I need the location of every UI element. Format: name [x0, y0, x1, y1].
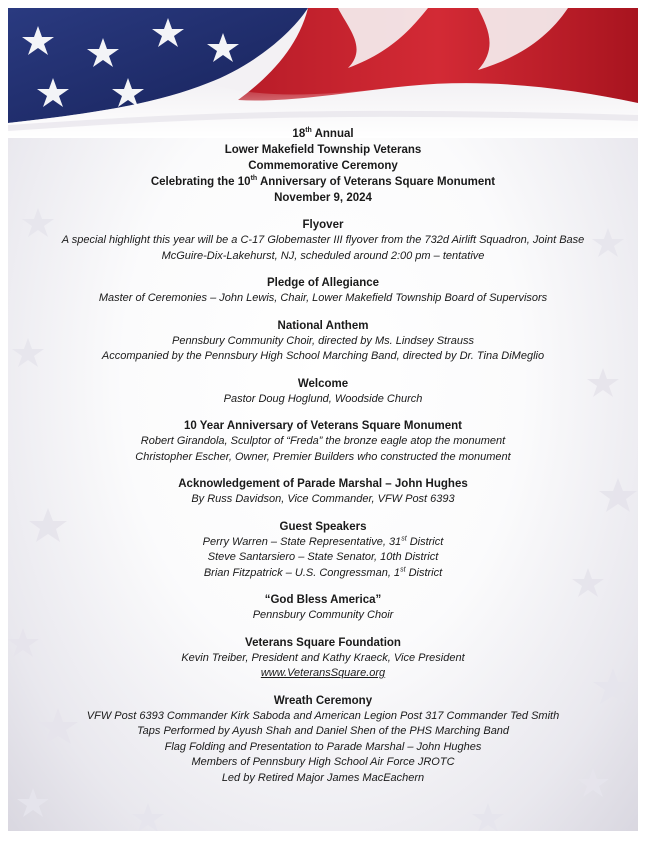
section-line: Pennsbury Community Choir, directed by Ms. Lindsey Strauss — [171, 334, 475, 347]
section-welcome — [8, 376, 638, 408]
speaker-text: Brian Fitzpatrick – U.S. Congressman, 1 — [203, 566, 401, 579]
section-god-bless — [8, 592, 638, 624]
section-line: A special highlight this year will be a C-17 Globemaster III flyover from the 732d Airlift Squadron, Joint Base — [61, 234, 585, 246]
section-title: Guest Speakers — [279, 520, 367, 533]
section-line: Kevin Treiber, President and Kathy Kraeck, Vice President — [181, 651, 465, 664]
program-page — [8, 8, 638, 831]
section-line: VFW Post 6393 Commander Kirk Saboda and American Legion Post 317 Commander Ted Smith — [86, 709, 560, 722]
event-date: November 9, 2024 — [274, 192, 372, 204]
section-flyover — [8, 217, 638, 264]
edition-suffix: th — [305, 127, 312, 135]
american-flag-banner — [8, 8, 638, 138]
section-line: McGuire-Dix-Lakehurst, NJ, scheduled around 2:00 pm – tentative — [161, 249, 485, 262]
speaker-suffix: st — [400, 565, 406, 573]
section-title: “God Bless America” — [264, 594, 382, 606]
edition-line — [8, 126, 638, 142]
section-anniversary — [8, 418, 638, 465]
program-content — [8, 126, 638, 786]
celebration-suffix: th — [250, 175, 258, 183]
section-title: Flyover — [302, 219, 344, 231]
section-line: Led by Retired Major James MacEachern — [221, 771, 425, 784]
section-line: Members of Pennsbury High School Air Force JROTC — [191, 756, 455, 768]
section-title: Wreath Ceremony — [273, 694, 373, 707]
speaker-suffix: st — [401, 534, 407, 542]
section-marshal — [8, 476, 638, 508]
speaker-line — [8, 566, 638, 582]
section-line: Christopher Escher, Owner, Premier Builders who constructed the monument — [135, 450, 511, 463]
section-pledge — [8, 275, 638, 307]
section-line: Accompanied by the Pennsbury High School Marching Band, directed by Dr. Tina DiMeglio — [101, 350, 545, 362]
edition-number: 18 — [292, 128, 306, 140]
organization-title: Lower Makefield Township Veterans — [224, 144, 422, 156]
section-title: Pledge of Allegiance — [266, 277, 380, 289]
section-line: Pennsbury Community Choir — [252, 609, 394, 621]
section-foundation — [8, 635, 638, 682]
section-line: Pastor Doug Hoglund, Woodside Church — [223, 392, 423, 405]
section-line: Master of Ceremonies – John Lewis, Chair, Lower Makefield Township Board of Supervisors — [98, 292, 548, 304]
edition-label: Annual — [311, 128, 354, 140]
celebration-pre: Celebrating the 10 — [150, 176, 251, 188]
section-title: Welcome — [297, 377, 349, 390]
section-title: Veterans Square Foundation — [245, 636, 401, 649]
section-line: Flag Folding and Presentation to Parade Marshal – John Hughes — [164, 740, 482, 753]
speaker-text: District — [406, 535, 444, 548]
celebration-rest: Anniversary of Veterans Square Monument — [257, 176, 496, 188]
section-speakers — [8, 519, 638, 582]
section-title: Acknowledgement of Parade Marshal – John Hughes — [178, 478, 468, 490]
section-title: 10 Year Anniversary of Veterans Square Monument — [183, 420, 463, 432]
celebration-line — [8, 174, 638, 190]
section-line: Taps Performed by Ayush Shah and Daniel Shen of the PHS Marching Band — [136, 725, 510, 737]
event-title: Commemorative Ceremony — [248, 160, 398, 172]
section-line: By Russ Davidson, Vice Commander, VFW Post 6393 — [191, 493, 455, 505]
foundation-website-link[interactable]: www.VeteransSquare.org — [260, 667, 386, 679]
speaker-line — [8, 535, 638, 551]
speaker-text: Perry Warren – State Representative, 31 — [202, 535, 402, 548]
section-title: National Anthem — [277, 319, 369, 332]
section-line: Robert Girandola, Sculptor of “Freda” the bronze eagle atop the monument — [140, 435, 506, 447]
speaker-text: District — [405, 566, 443, 579]
section-wreath — [8, 693, 638, 787]
speaker-line: Steve Santarsiero – State Senator, 10th District — [207, 551, 439, 563]
program-header — [8, 126, 638, 206]
section-anthem — [8, 318, 638, 365]
